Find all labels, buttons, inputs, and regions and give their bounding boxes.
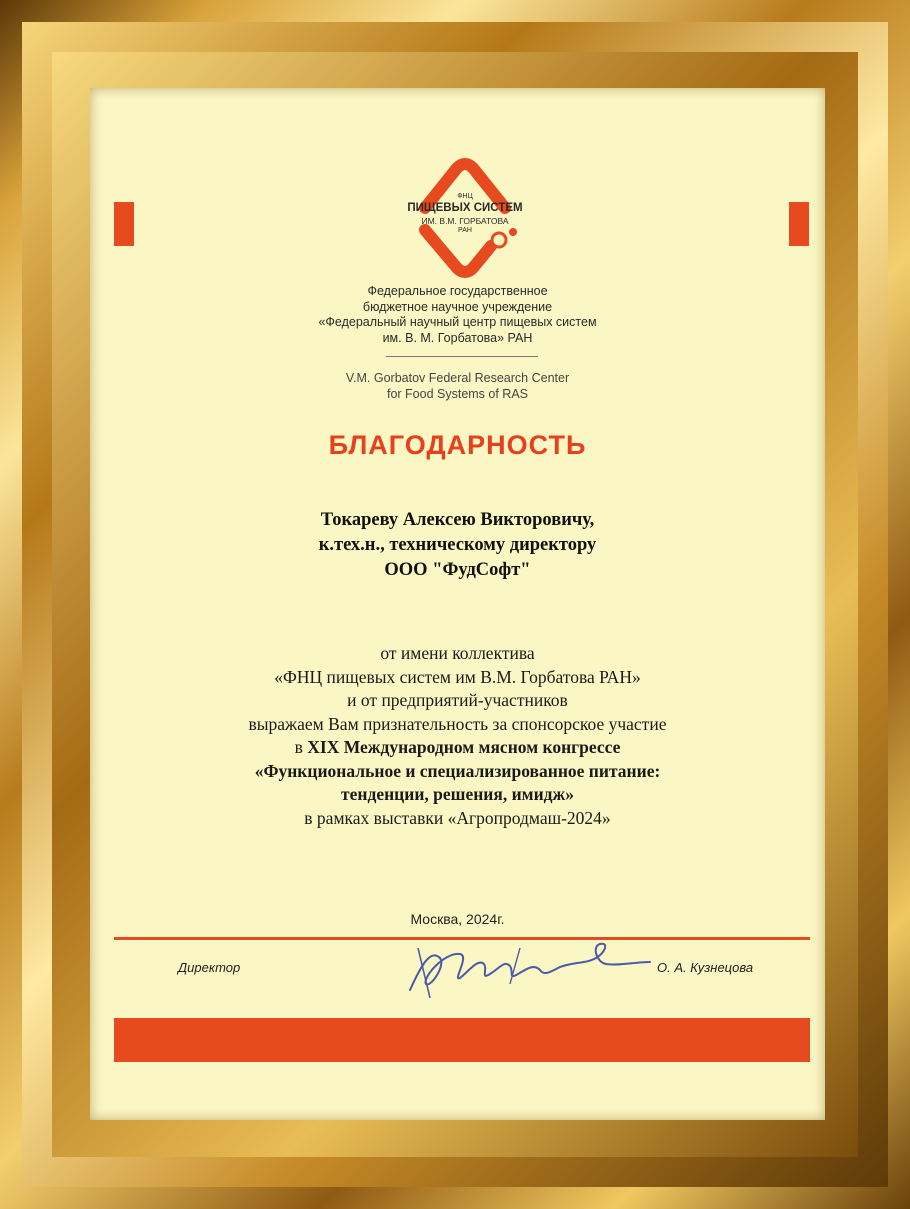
certificate-title: БЛАГОДАРНОСТЬ [328, 430, 587, 460]
congress-theme-line1: «Функциональное и специализированное питание: [254, 760, 661, 781]
recipient-position: к.тех.н., техническому директору [318, 535, 597, 555]
org-en-line: V.M. Gorbatov Federal Research Center [345, 371, 570, 385]
institution-logo [395, 158, 535, 278]
signer-name: О. А. Кузнецова [657, 960, 754, 975]
logo-name: ПИЩЕВЫХ СИСТЕМ [407, 202, 523, 214]
body-line-congress [90, 736, 825, 760]
org-line: «Федеральный научный центр пищевых систем [318, 315, 597, 329]
org-line: им. В. М. Горбатова» РАН [382, 330, 533, 345]
logo-subtitle: ИМ. В.М. ГОРБАТОВА [421, 216, 509, 226]
left-accent-mark [114, 202, 134, 246]
body-line: от имени коллектива [380, 643, 535, 663]
certificate-paper [90, 88, 825, 1120]
exhibition-line: в рамках выставки «Агропродмаш-2024» [304, 807, 611, 828]
city-year: Москва, 2024г. [410, 911, 505, 927]
congress-prefix: в [294, 737, 308, 757]
organization-name-ru [90, 284, 825, 346]
handwritten-signature [400, 928, 660, 1008]
recipient-block [90, 508, 825, 583]
right-accent-mark [789, 202, 809, 246]
body-line: «ФНЦ пищевых систем им В.М. Горбатова РАН» [274, 666, 641, 687]
logo-small-top: ФНЦ [457, 193, 473, 200]
org-divider [386, 356, 538, 357]
body-line: и от предприятий-участников [347, 690, 568, 710]
org-en-line: for Food Systems of RAS [386, 386, 529, 401]
body-line: выражаем Вам признательность за спонсорское участие [248, 713, 667, 734]
recipient-company: ООО "ФудСофт" [384, 560, 531, 580]
bottom-accent-band [114, 1018, 810, 1062]
org-line: Федеральное государственное [367, 284, 548, 298]
congress-name: XIX Международном мясном конгрессе [307, 737, 621, 757]
logo-small-bottom: РАН [458, 227, 472, 234]
recipient-name: Токареву Алексею Викторовичу, [320, 510, 595, 530]
org-line: бюджетное научное учреждение [362, 299, 553, 314]
signer-role: Директор [178, 960, 241, 975]
organization-name-en [90, 371, 825, 402]
gratitude-text [90, 642, 825, 830]
congress-theme-line2: тенденции, решения, имидж» [341, 784, 574, 804]
